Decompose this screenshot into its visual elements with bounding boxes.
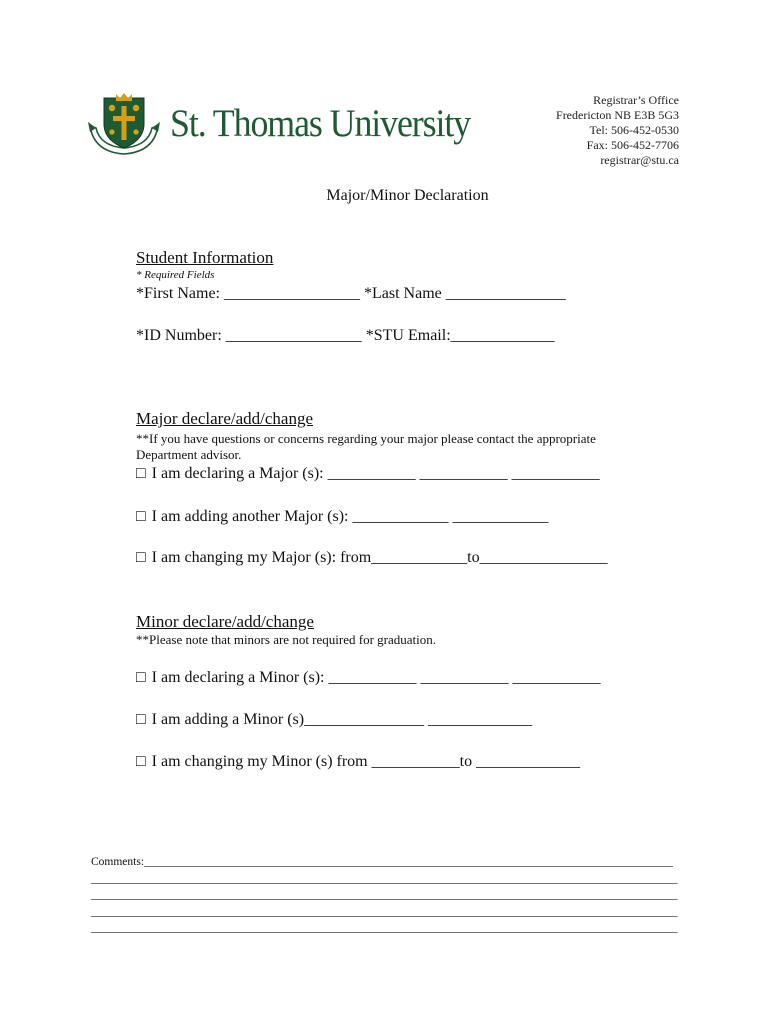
major-add-label: I am adding another Major (s): ____________ ____________ (151, 508, 549, 525)
major-change-label: I am changing my Major (s): from____________to________________ (151, 549, 608, 566)
id-email-fields-row[interactable]: *ID Number: _________________ *STU Email:_____________ (136, 327, 555, 344)
registrar-tel: Tel: 506-452-0530 (589, 123, 679, 137)
minor-section-heading: Minor declare/add/change (136, 612, 314, 631)
major-note-line2: Department advisor. (136, 447, 242, 462)
checkbox[interactable]: □ (136, 508, 146, 525)
comments-line[interactable]: ______________________________________________________________________________________________________ (91, 905, 678, 918)
form-title: Major/Minor Declaration (326, 187, 489, 204)
minor-change-label: I am changing my Minor (s) from ___________to _____________ (151, 753, 581, 770)
registrar-fax: Fax: 506-452-7706 (586, 138, 679, 152)
checkbox[interactable]: □ (136, 669, 146, 686)
minor-declare-option[interactable] (136, 669, 601, 687)
registrar-address: Fredericton NB E3B 5G3 (556, 108, 679, 122)
checkbox[interactable]: □ (136, 465, 146, 482)
registrar-contact-block (556, 93, 679, 168)
comments-label-line[interactable]: Comments:____________________________________________________________________________________________ (91, 856, 674, 868)
checkbox[interactable]: □ (136, 549, 146, 566)
university-wordmark: St. Thomas University (170, 102, 471, 145)
comments-line[interactable]: ______________________________________________________________________________________________________ (91, 889, 678, 901)
minor-add-option[interactable] (136, 711, 532, 729)
minor-add-label: I am adding a Minor (s)_______________ _____________ (151, 711, 533, 728)
major-declare-option[interactable] (136, 465, 600, 483)
registrar-office: Registrar’s Office (593, 93, 679, 107)
major-add-option[interactable] (136, 508, 549, 526)
minor-note: **Please note that minors are not required for graduation. (136, 632, 436, 647)
checkbox[interactable]: □ (136, 753, 146, 770)
checkbox[interactable]: □ (136, 711, 146, 728)
major-section-heading: Major declare/add/change (136, 409, 313, 428)
minor-declare-label: I am declaring a Minor (s): ___________ ___________ ___________ (151, 669, 601, 686)
major-declare-label: I am declaring a Major (s): ___________ ___________ ___________ (151, 465, 600, 482)
major-note-line1: **If you have questions or concerns regarding your major please contact the appropriate (136, 431, 596, 446)
comments-line[interactable]: ______________________________________________________________________________________________________ (91, 872, 678, 885)
registrar-email: registrar@stu.ca (600, 153, 679, 167)
student-info-heading: Student Information (136, 248, 274, 267)
major-change-option[interactable] (136, 549, 608, 567)
university-crest-logo (86, 92, 162, 158)
comments-line[interactable]: ______________________________________________________________________________________________________ (91, 922, 678, 934)
minor-change-option[interactable] (136, 753, 580, 771)
comments-area[interactable] (91, 854, 678, 937)
required-fields-note: * Required Fields (136, 269, 215, 281)
name-fields-row[interactable]: *First Name: _________________ *Last Name _______________ (136, 285, 566, 302)
